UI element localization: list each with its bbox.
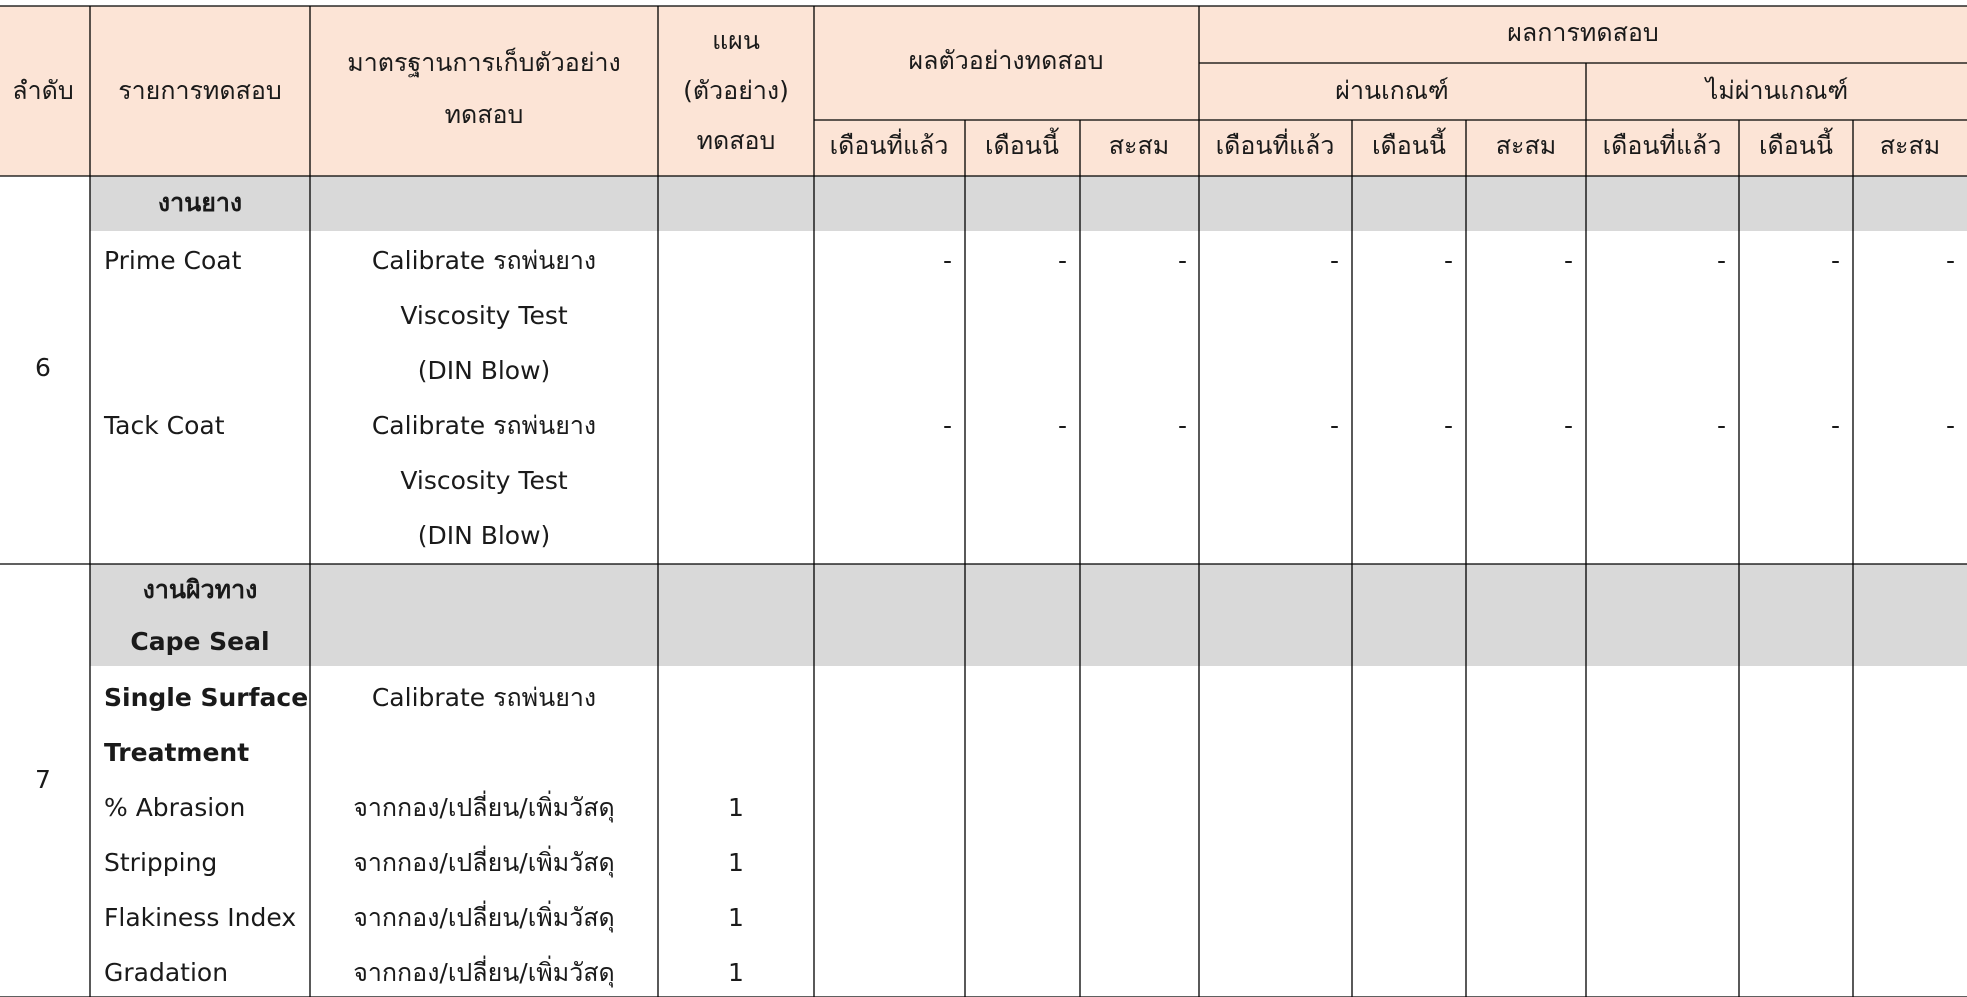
- result-cell: -: [1443, 411, 1453, 440]
- sampling-standard: Calibrate รถพ่นยาง: [371, 411, 597, 440]
- header-plan-line1: แผน: [712, 26, 760, 55]
- header-sample-results: ผลตัวอย่างทดสอบ: [908, 46, 1104, 75]
- header-period-pass-1: เดือนนี้: [1372, 131, 1446, 160]
- sampling-standard: จากกอง/เปลี่ยน/เพิ่มวัสดุ: [353, 793, 615, 822]
- header-period-fail-0: เดือนที่แล้ว: [1602, 131, 1722, 160]
- header-fail: ไม่ผ่านเกณฑ์: [1705, 76, 1849, 105]
- result-cell: -: [1329, 411, 1339, 440]
- sampling-standard: จากกอง/เปลี่ยน/เพิ่มวัสดุ: [353, 958, 615, 987]
- header-sampling-standard-line1: มาตรฐานการเก็บตัวอย่าง: [347, 48, 621, 77]
- result-cell: -: [1945, 246, 1955, 275]
- result-cell: -: [1830, 246, 1840, 275]
- test-item-name: Gradation: [104, 958, 229, 987]
- result-cell: -: [1563, 246, 1573, 275]
- result-cell: -: [1057, 411, 1067, 440]
- result-cell: -: [1057, 246, 1067, 275]
- test-item-name: Single Surface: [104, 683, 309, 712]
- result-cell: -: [1563, 411, 1573, 440]
- header-plan-line2: (ตัวอย่าง): [683, 76, 789, 105]
- test-item-name: Prime Coat: [104, 246, 242, 275]
- section-seq: 6: [35, 353, 51, 382]
- test-item-name: % Abrasion: [104, 793, 246, 822]
- sampling-standard: (DIN Blow): [417, 521, 551, 550]
- result-cell: -: [1177, 411, 1187, 440]
- test-item-name: Treatment: [104, 738, 250, 767]
- header-sampling-standard-line2: ทดสอบ: [444, 100, 524, 129]
- section-title: งานผิวทาง: [142, 575, 258, 604]
- result-cell: -: [1830, 411, 1840, 440]
- header-pass: ผ่านเกณฑ์: [1335, 76, 1449, 105]
- result-cell: -: [1716, 411, 1726, 440]
- sampling-standard: จากกอง/เปลี่ยน/เพิ่มวัสดุ: [353, 903, 615, 932]
- result-cell: -: [1329, 246, 1339, 275]
- section-7-title-background: [90, 564, 1967, 666]
- result-cell: -: [1443, 246, 1453, 275]
- header-test-item: รายการทดสอบ: [118, 76, 282, 105]
- section-title: งานยาง: [157, 188, 243, 217]
- header-seq: ลำดับ: [12, 76, 74, 105]
- header-period-sample-2: สะสม: [1108, 131, 1170, 160]
- header-test-results: ผลการทดสอบ: [1507, 18, 1659, 47]
- section-title: Cape Seal: [130, 627, 270, 656]
- section-seq: 7: [35, 765, 51, 794]
- sampling-standard: จากกอง/เปลี่ยน/เพิ่มวัสดุ: [353, 848, 615, 877]
- sampling-standard: Viscosity Test: [400, 301, 568, 330]
- result-cell: -: [1177, 246, 1187, 275]
- plan-count: 1: [728, 903, 744, 932]
- plan-count: 1: [728, 958, 744, 987]
- sampling-standard: Viscosity Test: [400, 466, 568, 495]
- test-item-name: Flakiness Index: [104, 903, 297, 932]
- test-item-name: Tack Coat: [104, 411, 225, 440]
- plan-count: 1: [728, 848, 744, 877]
- result-cell: -: [942, 411, 952, 440]
- result-cell: -: [942, 246, 952, 275]
- header-period-sample-0: เดือนที่แล้ว: [829, 131, 949, 160]
- plan-count: 1: [728, 793, 744, 822]
- result-cell: -: [1716, 246, 1726, 275]
- sampling-standard: Calibrate รถพ่นยาง: [371, 246, 597, 275]
- result-cell: -: [1945, 411, 1955, 440]
- header-period-sample-1: เดือนนี้: [985, 131, 1059, 160]
- test-item-name: Stripping: [104, 848, 218, 877]
- sampling-standard: (DIN Blow): [417, 356, 551, 385]
- header-period-pass-0: เดือนที่แล้ว: [1215, 131, 1335, 160]
- section-6-title-background: [90, 176, 1967, 231]
- sampling-standard: Calibrate รถพ่นยาง: [371, 683, 597, 712]
- header-period-fail-1: เดือนนี้: [1759, 131, 1833, 160]
- header-period-fail-2: สะสม: [1879, 131, 1941, 160]
- header-plan-line3: ทดสอบ: [696, 126, 776, 155]
- header-period-pass-2: สะสม: [1495, 131, 1557, 160]
